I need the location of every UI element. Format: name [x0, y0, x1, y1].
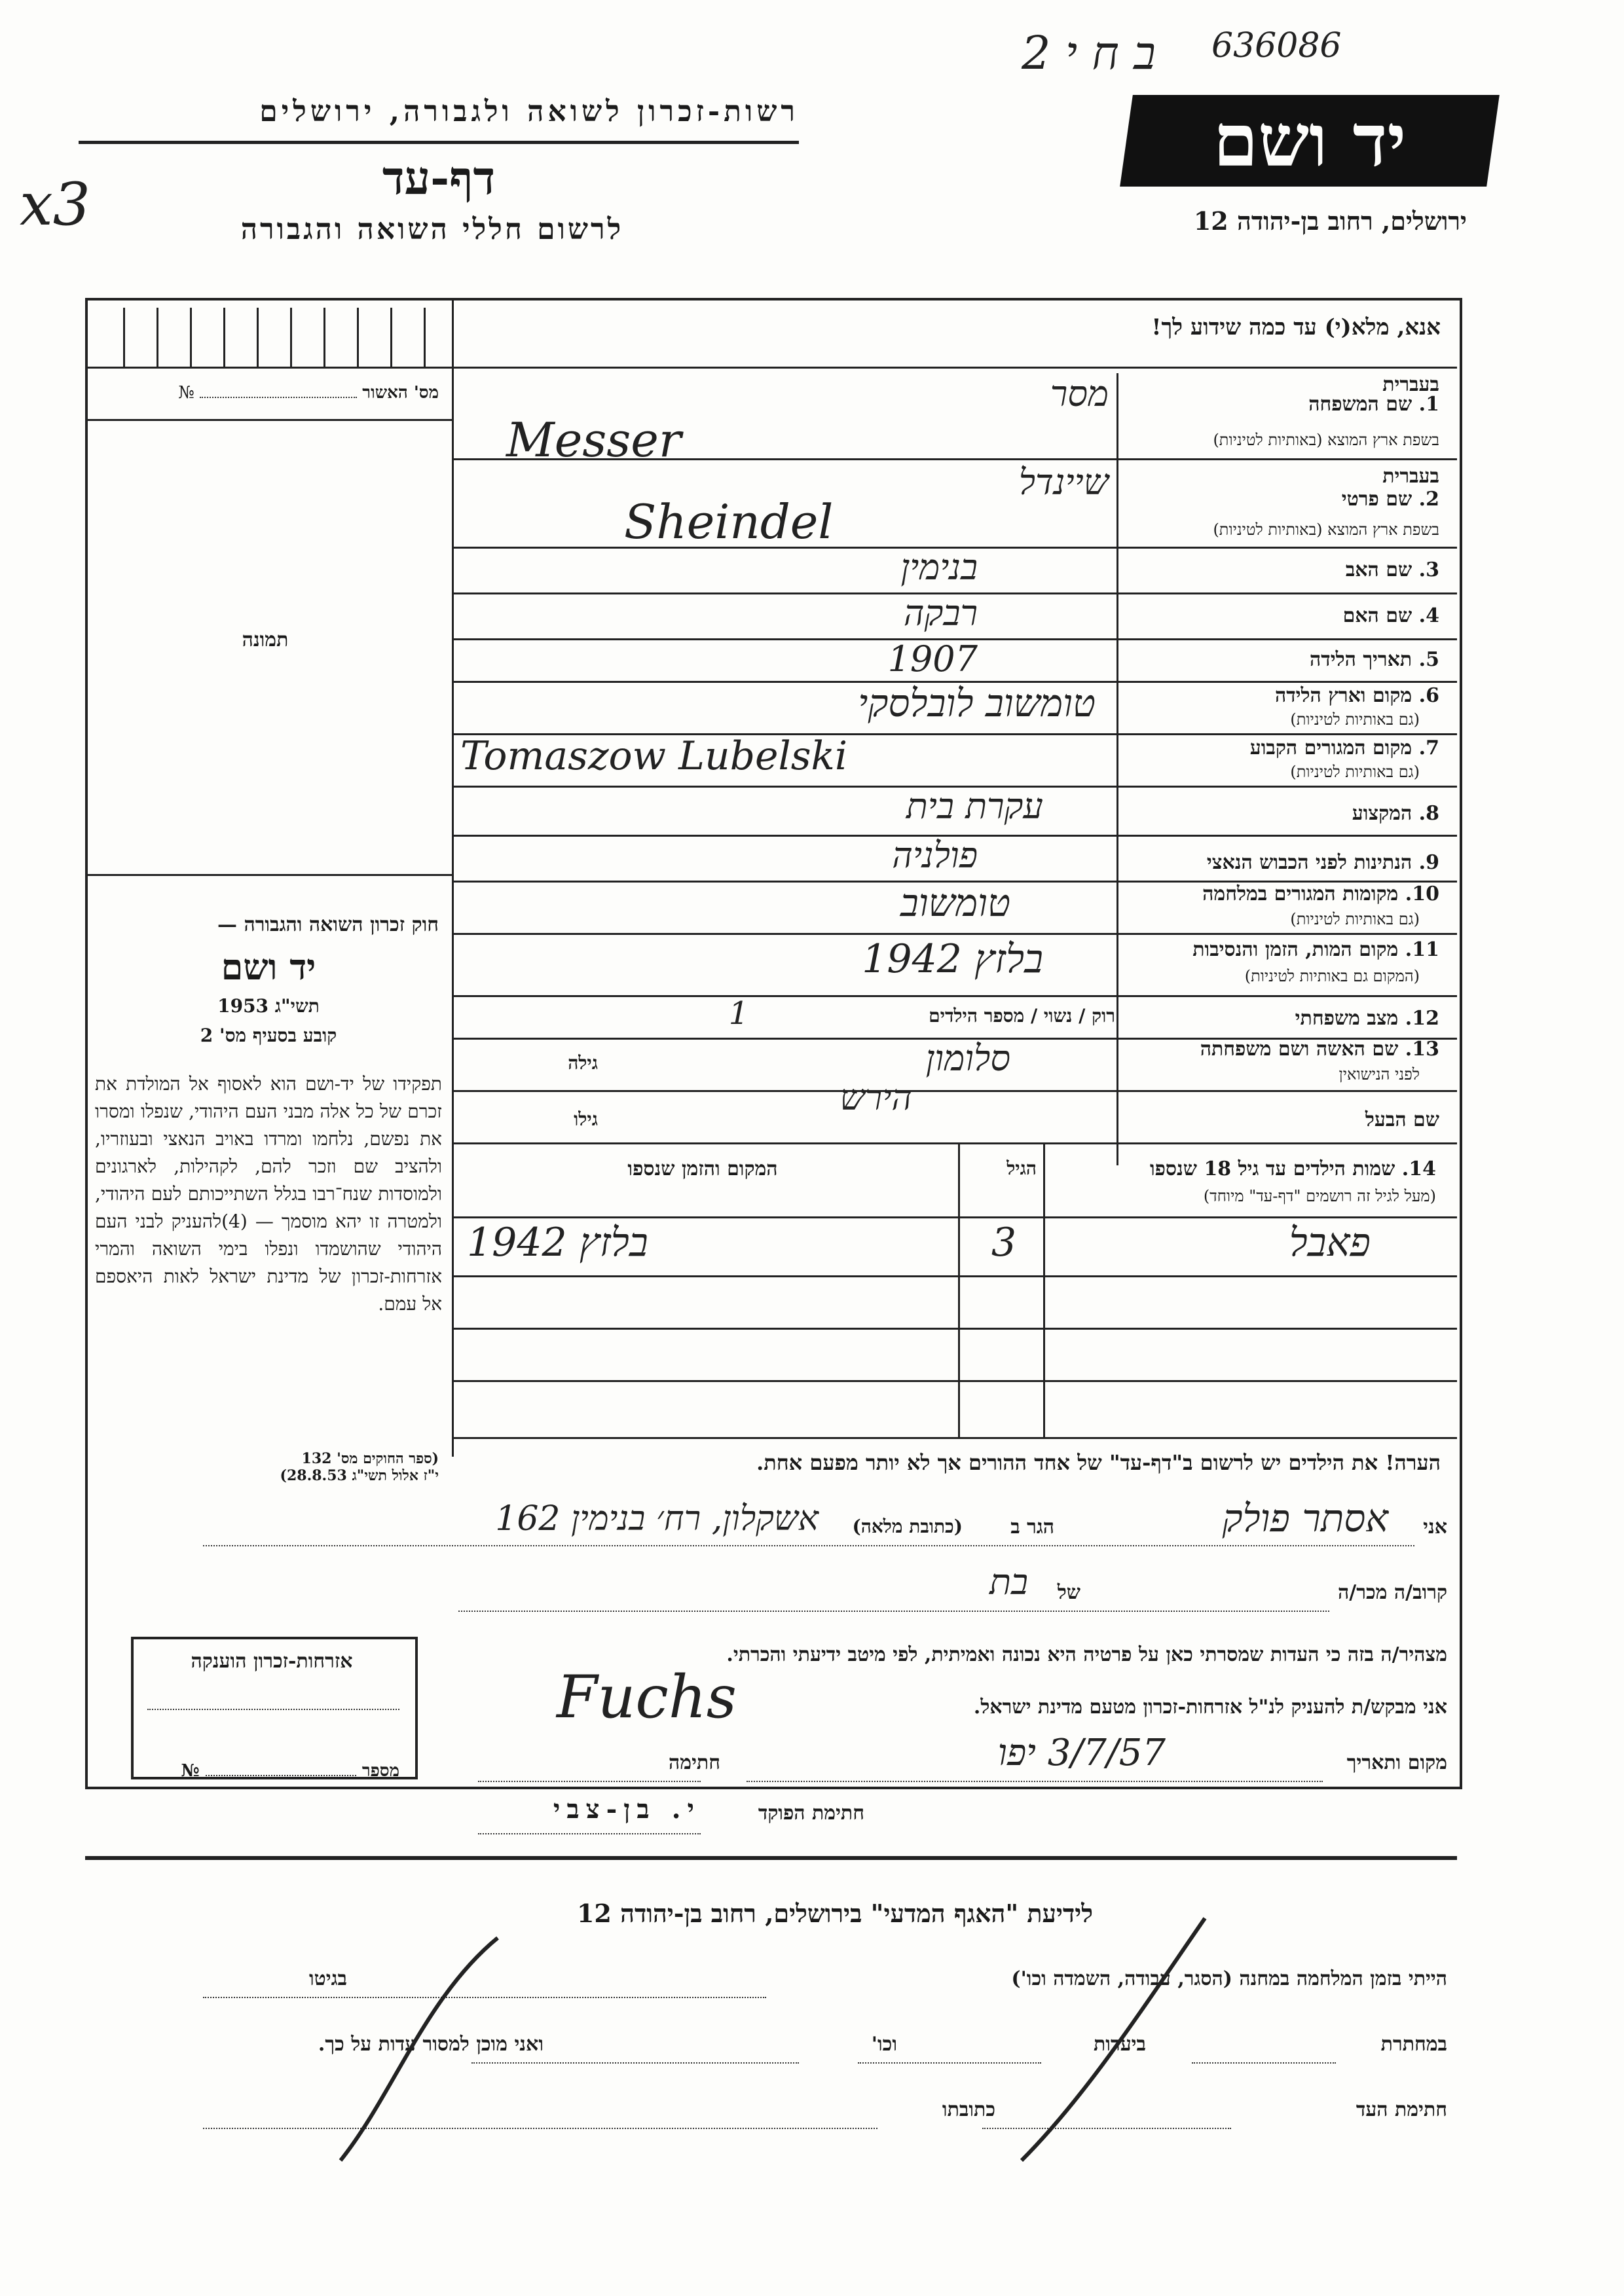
field-row-first-name: 2. שם פרטי בעברית בשפת ארץ המוצא (באותיות לטיניות) שיינדל Sheindel — [454, 458, 1457, 549]
form-title: דף-עד — [382, 151, 496, 205]
declarant-name[interactable]: אסתר פולק — [1222, 1496, 1388, 1540]
declarant-line-2: קרוב/ה מכר/ה של בת — [989, 1561, 1447, 1604]
strike-mark-left — [341, 1938, 498, 2160]
request: אני מבקש/ת להעניק לנ"ל אזרחות-זכרון מטעם מדינת ישראל. — [973, 1696, 1447, 1719]
wartime-residence[interactable]: טומשוב — [900, 881, 1010, 925]
birth-place[interactable]: טומשוב לובלסקי — [858, 681, 1096, 725]
field-row-husband: שם הבעל גילו הירש — [574, 1077, 1439, 1131]
father-name[interactable]: בנימין — [900, 547, 978, 588]
law-source: (ספר החוקים מס' 132 י"ז אלול תשי"ג 28.8.53) — [280, 1450, 439, 1484]
note: הערה! את הילדים יש לרשום ב"דף-עד" של אחד ההורים אך לא יותר מפעם אחת. — [756, 1450, 1441, 1475]
child-name[interactable]: פאבל — [1289, 1220, 1371, 1266]
law-name: יד ושם — [221, 946, 316, 988]
family-name-latin[interactable]: Messer — [506, 412, 682, 467]
archive-reference-number: 636086 — [1211, 26, 1342, 65]
husband-name[interactable]: הירש — [840, 1077, 912, 1118]
wife-name[interactable]: סלומון — [925, 1038, 1010, 1079]
officer-line: חתימת הפוקד י. בן-צבי — [553, 1794, 864, 1825]
field-row-residence: 7. מקום המגורים הקבוע (גם באותיות לטיניות) Tomaszow Lubelski — [454, 733, 1457, 788]
bottom-line-2: במחתרת ביערות וכו' ואני מוכן למסור עדות על כך. — [318, 2033, 1447, 2056]
bottom-line-3: חתימת העד כתובתו — [942, 2098, 1447, 2121]
first-name-hebrew[interactable]: שיינדל — [1018, 462, 1109, 503]
bottom-line-1: הייתי בזמן המלחמה במחנה (הסגר, עבודה, השמדה וכו') בגיטו — [308, 1967, 1447, 1990]
logo-text: יד ושם — [1213, 98, 1407, 183]
field-row-wartime-residence: 10. מקומות המגורים במלחמה (גם באותיות לטיניות) טומשוב — [454, 881, 1457, 935]
org-line: רשות-זכרון לשואה ולגבורה, ירושלים — [259, 95, 799, 128]
signature[interactable]: Fuchs — [557, 1663, 737, 1732]
declarant-line-1: אני אסתר פולק הגר ב (כתובת מלאה) אשקלון, רח׳ בנימין 162 — [495, 1496, 1447, 1540]
declarant-line-3: מקום ותאריך 3/7/57 יפו חתימה — [669, 1732, 1447, 1774]
approval-number: מס' האשור № — [178, 383, 439, 403]
field-row-profession: 8. המקצוע עקרת בית — [454, 786, 1457, 837]
children-col-place: המקום והזמן שנספו — [627, 1157, 778, 1180]
field-row-marital: 12. מצב משפחתי רוק / נשוי / מספר הילדים 1 — [454, 995, 1457, 1040]
child-age[interactable]: 3 — [991, 1220, 1017, 1266]
field-row-father: 3. שם האב בנימין — [454, 547, 1457, 594]
children-count[interactable]: 1 — [728, 995, 749, 1032]
declarant-address[interactable]: אשקלון, רח׳ בנימין 162 — [495, 1499, 819, 1539]
residence[interactable]: Tomaszow Lubelski — [460, 733, 848, 779]
archive-code: ב ח י 2 — [1022, 26, 1156, 80]
bottom-title: לידיעת "האגף המדעי" בירושלים, רחוב בן-יהודה 12 — [576, 1899, 1094, 1928]
child-death-place[interactable]: בלזץ 1942 — [467, 1220, 648, 1266]
children-table: 14. שמות הילדים עד גיל 18 שנספו (מעל לגיל זה רושמים "דף-עד" מיוחד) הגיל המקום והזמן שנספו פאבל 3 בלזץ 1942 — [454, 1144, 1457, 1439]
death-place-time[interactable]: בלזץ 1942 — [862, 936, 1043, 982]
field-row-wife: 13. שם האשה ושם משפחתה לפני הנישואין גילה סלומון — [454, 1038, 1457, 1092]
field-row-family-name: 1. שם המשפחה בעברית בשפת ארץ המוצא (באותיות לטיניות) מסר Messer — [454, 373, 1457, 460]
mother-name[interactable]: רבקה — [903, 592, 978, 634]
officer-stamp: י. בן-צבי — [553, 1794, 701, 1825]
mark-x3: x3 — [20, 170, 91, 239]
field-row-mother: 4. שם האם רבקה — [454, 592, 1457, 640]
certificate-title: אזרחות-זכרון הוענקה — [191, 1650, 353, 1673]
declaration: מצהיר/ה בזה כי העדות שמסרתי כאן על פרטיה היא נכונה ואמיתית, לפי מיטב ידיעתי והכרתי. — [726, 1643, 1447, 1666]
children-col-age: הגיל — [1006, 1157, 1037, 1179]
nationality[interactable]: פולניה — [892, 835, 978, 876]
family-name-hebrew[interactable]: מסר — [1050, 373, 1109, 414]
strike-mark-right — [1022, 1918, 1205, 2160]
instruction: אנא, מלא(י) עד כמה שידוע לך! — [1151, 314, 1441, 340]
law-clause: קובע בסעיף מס' 2 — [200, 1025, 337, 1046]
form-subtitle: לרשום חללי השואה והגבורה — [240, 213, 624, 246]
birth-date[interactable]: 1907 — [887, 638, 978, 680]
certificate-number: מספר № — [181, 1761, 399, 1781]
law-year: תשי"ג 1953 — [217, 995, 320, 1017]
field-row-birth-date: 5. תאריך הלידה 1907 — [454, 638, 1457, 683]
photo-placeholder: תמונה — [242, 629, 289, 651]
first-name-latin[interactable]: Sheindel — [624, 494, 834, 549]
field-row-birth-place: 6. מקום וארץ הלידה (גם באותיות לטיניות) טומשוב לובלסקי — [454, 681, 1457, 735]
header-address: ירושלים, רחוב בן-יהודה 12 — [1193, 206, 1467, 236]
field-row-nationality: 9. הנתינות לפני הכבוש הנאצי פולניה — [454, 835, 1457, 883]
profession[interactable]: עקרת בית — [906, 786, 1043, 827]
declarant-relation[interactable]: בת — [989, 1561, 1028, 1603]
place-date[interactable]: 3/7/57 יפו — [997, 1732, 1166, 1774]
field-row-death: 11. מקום המות, הזמן והנסיבות (המקום גם באותיות לטיניות) בלזץ 1942 — [454, 933, 1457, 997]
law-title: חוק זכרון השואה והגבורה — — [217, 913, 439, 936]
law-body: תפקידו של יד-ושם הוא לאסוף אל המולדת את זכרם של כל אלה מבני העם היהודי, שנפלו ומסרו את נפשם, נלחמו ומרדו באויב הנאצי ובעוזריו, ולהציב שם וזכר להם, לקהילות, לארגונים ולמוסדות שנח־רבו בגלל השתייכותם לעם היהודי, ולמטרה זו יהא מוסמך — (4)להעניק לבני העם היהודי שהושמדו ונפלו בימי השואה והמרי אזרחות-זכרון של מדינת ישראל לאות היאספם אל עמם. — [95, 1073, 442, 1315]
